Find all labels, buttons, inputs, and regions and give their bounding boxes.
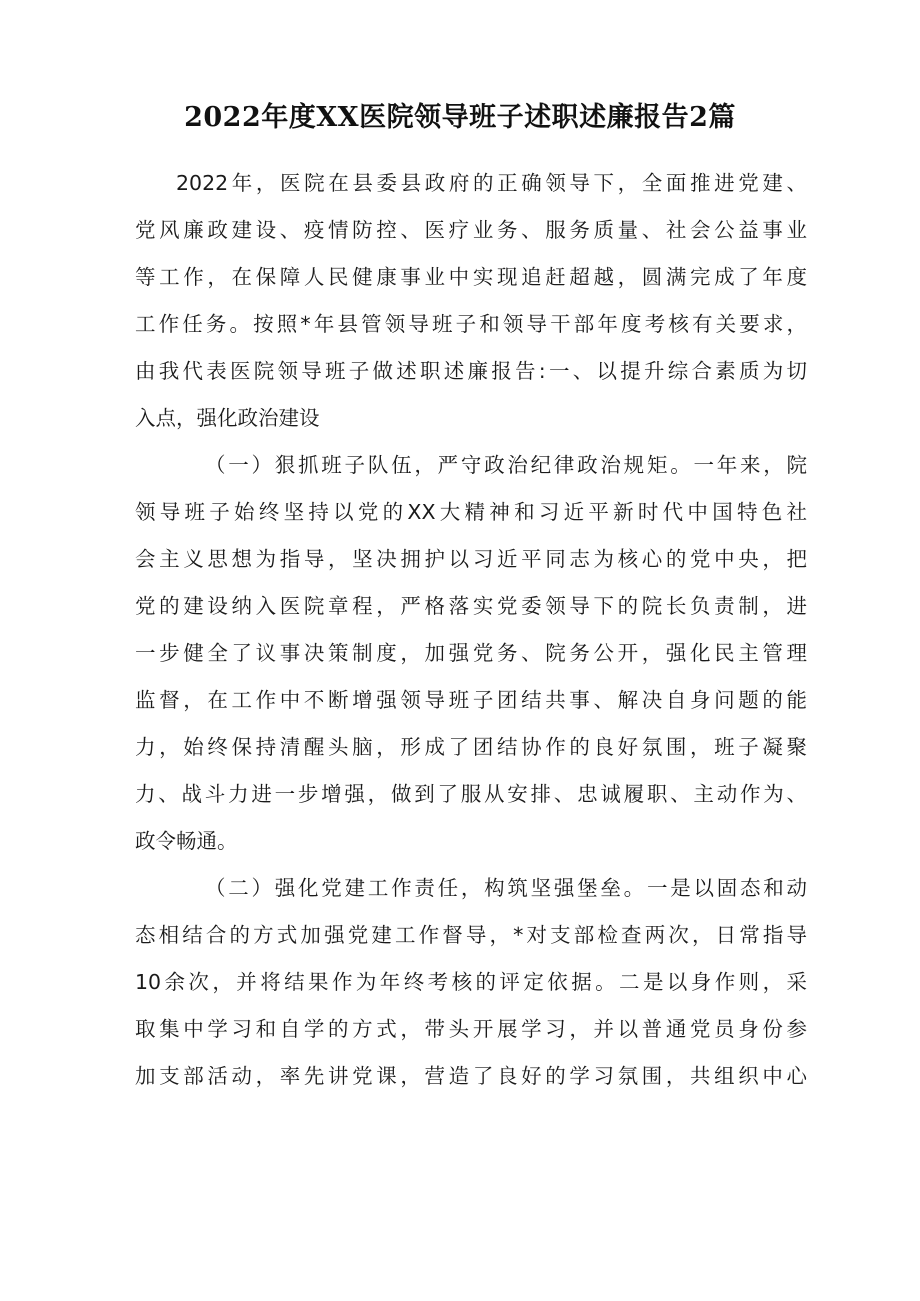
paragraph-line: 等工作，在保障人民健康事业中实现追赶超越，圆满完成了年度 [135,265,807,289]
paragraph-line: 加支部活动，率先讲党课，营造了良好的学习氛围，共组织中心 [135,1064,807,1088]
paragraph-line: 工作任务。按照*年县管领导班子和领导干部年度考核有关要求， [135,312,807,336]
paragraph-3 [135,871,807,1093]
document-body [135,166,807,1106]
paragraph-line: 态相结合的方式加强党建工作督导，*对支部检查两次，日常指导 [135,923,807,947]
paragraph-1 [135,166,807,435]
paragraph-line: 由我代表医院领导班子做述职述廉报告:一、以提升综合素质为切 [135,359,807,383]
paragraph-2 [135,448,807,858]
paragraph-line: 入点，强化政治建设 [135,406,320,430]
paragraph-line: 10余次，并将结果作为年终考核的评定依据。二是以身作则，采 [135,970,807,994]
paragraph-line: 力、战斗力进一步增强，做到了服从安排、忠诚履职、主动作为、 [135,782,807,806]
paragraph-line: （一）狠抓班子队伍，严守政治纪律政治规矩。一年来，院 [205,453,807,477]
paragraph-line: 力，始终保持清醒头脑，形成了团结协作的良好氛围，班子凝聚 [135,735,807,759]
paragraph-line: 领导班子始终坚持以党的XX大精神和习近平新时代中国特色社 [135,500,807,524]
document-title: 2022年度XX医院领导班子述职述廉报告2篇 [184,102,736,133]
paragraph-line: 监督，在工作中不断增强领导班子团结共事、解决自身问题的能 [135,688,807,712]
paragraph-line: 会主义思想为指导，坚决拥护以习近平同志为核心的党中央，把 [135,547,807,571]
paragraph-line: 取集中学习和自学的方式，带头开展学习，并以普通党员身份参 [135,1017,807,1041]
paragraph-line: （二）强化党建工作责任，构筑坚强堡垒。一是以固态和动 [205,876,807,900]
paragraph-line: 党风廉政建设、疫情防控、医疗业务、服务质量、社会公益事业 [135,218,807,242]
paragraph-line: 政令畅通。 [135,829,238,853]
paragraph-line: 2022年，医院在县委县政府的正确领导下，全面推进党建、 [176,171,807,195]
paragraph-line: 党的建设纳入医院章程，严格落实党委领导下的院长负责制，进 [135,594,807,618]
paragraph-line: 一步健全了议事决策制度，加强党务、院务公开，强化民主管理 [135,641,807,665]
